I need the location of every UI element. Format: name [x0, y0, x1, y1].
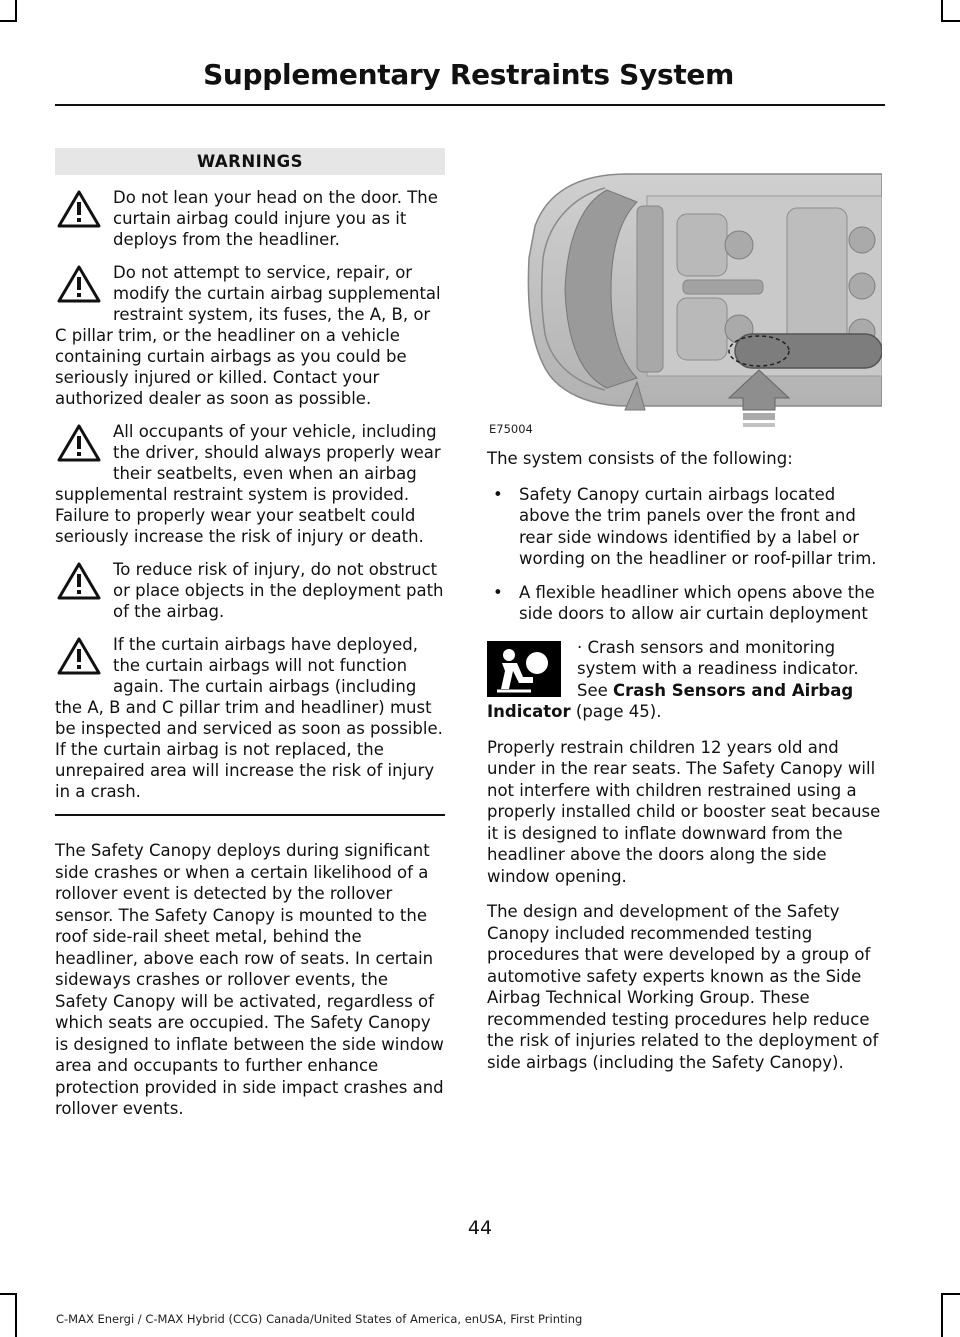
crop-mark: [15, 0, 17, 22]
crash-sensor-page-ref: (page 45).: [570, 702, 662, 721]
warning-text: If the curtain airbags have deployed, the curtain airbags will not function again. The curtain airbags (including the A, B and C pillar trim and headliner) must be inspected and serviced as soon as possible. If the curtain airbag is not replaced, the unrepaired area will increase the risk of injury in a crash.: [55, 635, 443, 801]
warning-item: [55, 187, 445, 250]
warning-triangle-icon: [57, 264, 101, 304]
page-title: Supplementary Restraints System: [203, 58, 734, 91]
list-item-text: A flexible headliner which opens above the side doors to allow air curtain deployment: [519, 582, 875, 623]
warning-item: [55, 634, 445, 802]
left-column: [55, 148, 445, 1134]
warning-text: To reduce risk of injury, do not obstruct or place objects in the deployment path of the airbag.: [113, 560, 444, 621]
warning-triangle-icon: [57, 423, 101, 463]
figure-code: E75004: [489, 422, 533, 436]
warning-text: All occupants of your vehicle, including the driver, should always properly wear their seatbelts, even when an airbag supplemental restraint system is provided. Failure to properly wear your seatbelt could seriously increase the risk of injury or death.: [55, 422, 441, 546]
crash-sensor-item: [487, 637, 882, 723]
warnings-divider: [55, 814, 445, 816]
right-column: [487, 148, 882, 1087]
list-item-text: Safety Canopy curtain airbags located above the trim panels over the front and rear side windows identified by a label or wording on the headliner or roof-pillar trim.: [519, 484, 877, 568]
warning-item: [55, 421, 445, 547]
airbag-indicator-icon: [487, 641, 561, 697]
crop-mark: [15, 1293, 17, 1337]
warnings-heading: WARNINGS: [55, 148, 445, 175]
warning-triangle-icon: [57, 561, 101, 601]
children-paragraph: Properly restrain children 12 years old and under in the rear seats. The Safety Canopy will not interfere with children restrained using a properly installed child or booster seat because it is designed to inflate downward from the headliner above the doors along the side window opening.: [487, 737, 881, 886]
safety-canopy-description: The Safety Canopy deploys during significant side crashes or when a certain likelihood of a rollover event is detected by the rollover sensor. The Safety Canopy is mounted to the roof side-rail sheet metal, behind the headliner, above each row of seats. In certain sideways crashes or rollover events, the Safety Canopy will be activated, regardless of which seats are occupied. The Safety Canopy is designed to inflate between the side window area and occupants to further enhance protection provided in side impact crashes and rollover events.: [55, 841, 444, 1118]
bullet: •: [493, 582, 503, 602]
crash-sensor-description: · Crash sensors and monitoring system with a readiness indicator. See: [577, 637, 859, 700]
crash-sensors-link[interactable]: Crash Sensors and Airbag Indicator: [487, 680, 854, 721]
warning-triangle-icon: [57, 636, 101, 676]
crop-mark: [941, 0, 943, 22]
footer-text: C-MAX Energi / C-MAX Hybrid (CCG) Canada/United States of America, enUSA, First Printing: [56, 1312, 583, 1326]
page-number: 44: [467, 1217, 493, 1239]
crop-mark: [943, 1293, 960, 1295]
system-list: [487, 484, 882, 625]
crop-mark: [0, 20, 17, 22]
list-item: [487, 484, 882, 570]
warning-item: [55, 262, 445, 409]
crop-mark: [941, 1293, 943, 1337]
crop-mark: [943, 20, 960, 22]
system-intro: The system consists of the following:: [487, 449, 793, 468]
crop-mark: [0, 1293, 17, 1295]
warning-text: Do not lean your head on the door. The curtain airbag could injure you as it deploys from the headliner.: [113, 188, 438, 249]
list-item: [487, 582, 882, 625]
warning-text: Do not attempt to service, repair, or modify the curtain airbag supplemental restraint system, its fuses, the A, B, or C pillar trim, or the headliner on a vehicle containing curtain airbags as you could be seriously injured or killed. Contact your authorized dealer as soon as possible.: [55, 263, 441, 408]
vehicle-top-view-image: [487, 148, 882, 438]
header-divider: [55, 104, 885, 106]
bullet: •: [493, 484, 503, 504]
testing-paragraph: The design and development of the Safety Canopy included recommended testing procedures that were developed by a group of automotive safety experts known as the Side Airbag Technical Working Group. These recommended testing procedures help reduce the risk of injuries related to the deployment of side airbags (including the Safety Canopy).: [487, 902, 879, 1072]
warning-triangle-icon: [57, 189, 101, 229]
warning-item: [55, 559, 445, 622]
vehicle-illustration: [487, 148, 882, 438]
